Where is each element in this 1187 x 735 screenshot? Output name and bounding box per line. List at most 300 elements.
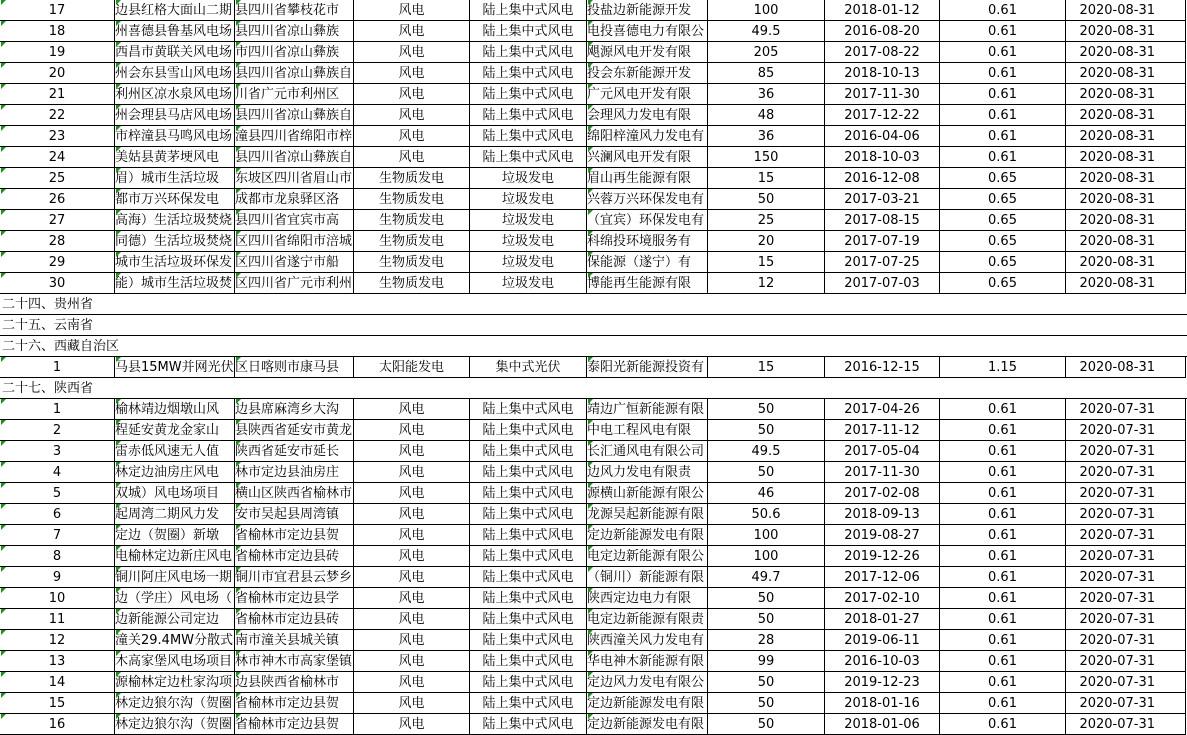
project-location-cell[interactable]	[235, 651, 354, 672]
tariff-price-cell[interactable]	[940, 210, 1066, 231]
capacity-mw-cell[interactable]	[708, 0, 825, 21]
company-name-cell[interactable]	[587, 42, 708, 63]
tariff-price-cell[interactable]	[940, 588, 1066, 609]
company-name-cell[interactable]	[587, 651, 708, 672]
generation-subtype-cell[interactable]	[470, 21, 587, 42]
grid-date-cell[interactable]	[825, 21, 940, 42]
project-name-cell[interactable]	[115, 693, 235, 714]
grid-date-cell[interactable]	[825, 462, 940, 483]
company-name-cell[interactable]	[587, 210, 708, 231]
project-location-cell[interactable]	[235, 42, 354, 63]
project-name-cell[interactable]	[115, 504, 235, 525]
company-name-cell[interactable]	[587, 0, 708, 21]
serial-number-cell[interactable]	[0, 105, 115, 126]
project-location-cell[interactable]	[235, 441, 354, 462]
generation-subtype-cell[interactable]	[470, 567, 587, 588]
tariff-price-cell[interactable]	[940, 399, 1066, 420]
serial-number-cell[interactable]	[0, 273, 115, 294]
grid-date-cell[interactable]	[825, 693, 940, 714]
company-name-cell[interactable]	[587, 441, 708, 462]
generation-subtype-cell[interactable]	[470, 441, 587, 462]
company-name-cell[interactable]	[587, 231, 708, 252]
serial-number-cell[interactable]	[0, 483, 115, 504]
serial-number-cell[interactable]	[0, 714, 115, 735]
grid-date-cell[interactable]	[825, 441, 940, 462]
grid-date-cell[interactable]	[825, 546, 940, 567]
energy-type-cell[interactable]	[354, 63, 470, 84]
capacity-mw-cell[interactable]	[708, 126, 825, 147]
generation-subtype-cell[interactable]	[470, 714, 587, 735]
project-location-cell[interactable]	[235, 546, 354, 567]
expiry-date-cell[interactable]	[1066, 252, 1186, 273]
project-name-cell[interactable]	[115, 21, 235, 42]
project-location-cell[interactable]	[235, 189, 354, 210]
energy-type-cell[interactable]	[354, 462, 470, 483]
tariff-price-cell[interactable]	[940, 630, 1066, 651]
capacity-mw-cell[interactable]	[708, 441, 825, 462]
energy-type-cell[interactable]	[354, 546, 470, 567]
serial-number-cell[interactable]	[0, 399, 115, 420]
expiry-date-cell[interactable]	[1066, 42, 1186, 63]
expiry-date-cell[interactable]	[1066, 147, 1186, 168]
capacity-mw-cell[interactable]	[708, 420, 825, 441]
tariff-price-cell[interactable]	[940, 21, 1066, 42]
project-name-cell[interactable]	[115, 147, 235, 168]
company-name-cell[interactable]	[587, 483, 708, 504]
energy-type-cell[interactable]	[354, 714, 470, 735]
serial-number-cell[interactable]	[0, 441, 115, 462]
project-name-cell[interactable]	[115, 63, 235, 84]
generation-subtype-cell[interactable]	[470, 84, 587, 105]
serial-number-cell[interactable]	[0, 231, 115, 252]
company-name-cell[interactable]	[587, 672, 708, 693]
energy-type-cell[interactable]	[354, 126, 470, 147]
tariff-price-cell[interactable]	[940, 168, 1066, 189]
energy-type-cell[interactable]	[354, 231, 470, 252]
serial-number-cell[interactable]	[0, 189, 115, 210]
project-name-cell[interactable]	[115, 399, 235, 420]
capacity-mw-cell[interactable]	[708, 588, 825, 609]
serial-number-cell[interactable]	[0, 63, 115, 84]
tariff-price-cell[interactable]	[940, 357, 1066, 378]
tariff-price-cell[interactable]	[940, 147, 1066, 168]
project-location-cell[interactable]	[235, 504, 354, 525]
capacity-mw-cell[interactable]	[708, 567, 825, 588]
energy-type-cell[interactable]	[354, 483, 470, 504]
company-name-cell[interactable]	[587, 105, 708, 126]
energy-type-cell[interactable]	[354, 693, 470, 714]
tariff-price-cell[interactable]	[940, 63, 1066, 84]
serial-number-cell[interactable]	[0, 84, 115, 105]
project-name-cell[interactable]	[115, 42, 235, 63]
serial-number-cell[interactable]	[0, 672, 115, 693]
serial-number-cell[interactable]	[0, 126, 115, 147]
project-name-cell[interactable]	[115, 357, 235, 378]
grid-date-cell[interactable]	[825, 147, 940, 168]
company-name-cell[interactable]	[587, 357, 708, 378]
capacity-mw-cell[interactable]	[708, 714, 825, 735]
capacity-mw-cell[interactable]	[708, 546, 825, 567]
grid-date-cell[interactable]	[825, 567, 940, 588]
grid-date-cell[interactable]	[825, 672, 940, 693]
capacity-mw-cell[interactable]	[708, 462, 825, 483]
expiry-date-cell[interactable]	[1066, 672, 1186, 693]
grid-date-cell[interactable]	[825, 420, 940, 441]
expiry-date-cell[interactable]	[1066, 189, 1186, 210]
generation-subtype-cell[interactable]	[470, 168, 587, 189]
expiry-date-cell[interactable]	[1066, 273, 1186, 294]
project-location-cell[interactable]	[235, 105, 354, 126]
energy-type-cell[interactable]	[354, 609, 470, 630]
grid-date-cell[interactable]	[825, 42, 940, 63]
serial-number-cell[interactable]	[0, 651, 115, 672]
project-location-cell[interactable]	[235, 672, 354, 693]
tariff-price-cell[interactable]	[940, 567, 1066, 588]
company-name-cell[interactable]	[587, 630, 708, 651]
project-name-cell[interactable]	[115, 441, 235, 462]
energy-type-cell[interactable]	[354, 168, 470, 189]
grid-date-cell[interactable]	[825, 168, 940, 189]
energy-type-cell[interactable]	[354, 273, 470, 294]
grid-date-cell[interactable]	[825, 105, 940, 126]
tariff-price-cell[interactable]	[940, 714, 1066, 735]
company-name-cell[interactable]	[587, 189, 708, 210]
generation-subtype-cell[interactable]	[470, 420, 587, 441]
serial-number-cell[interactable]	[0, 630, 115, 651]
serial-number-cell[interactable]	[0, 0, 115, 21]
grid-date-cell[interactable]	[825, 0, 940, 21]
expiry-date-cell[interactable]	[1066, 630, 1186, 651]
expiry-date-cell[interactable]	[1066, 84, 1186, 105]
expiry-date-cell[interactable]	[1066, 399, 1186, 420]
project-name-cell[interactable]	[115, 546, 235, 567]
project-location-cell[interactable]	[235, 630, 354, 651]
project-location-cell[interactable]	[235, 714, 354, 735]
capacity-mw-cell[interactable]	[708, 63, 825, 84]
serial-number-cell[interactable]	[0, 567, 115, 588]
energy-type-cell[interactable]	[354, 189, 470, 210]
grid-date-cell[interactable]	[825, 273, 940, 294]
expiry-date-cell[interactable]	[1066, 126, 1186, 147]
project-name-cell[interactable]	[115, 84, 235, 105]
project-location-cell[interactable]	[235, 231, 354, 252]
capacity-mw-cell[interactable]	[708, 672, 825, 693]
energy-type-cell[interactable]	[354, 588, 470, 609]
serial-number-cell[interactable]	[0, 357, 115, 378]
serial-number-cell[interactable]	[0, 693, 115, 714]
tariff-price-cell[interactable]	[940, 126, 1066, 147]
generation-subtype-cell[interactable]	[470, 630, 587, 651]
project-name-cell[interactable]	[115, 630, 235, 651]
tariff-price-cell[interactable]	[940, 525, 1066, 546]
tariff-price-cell[interactable]	[940, 462, 1066, 483]
energy-type-cell[interactable]	[354, 651, 470, 672]
tariff-price-cell[interactable]	[940, 252, 1066, 273]
serial-number-cell[interactable]	[0, 252, 115, 273]
grid-date-cell[interactable]	[825, 630, 940, 651]
tariff-price-cell[interactable]	[940, 84, 1066, 105]
company-name-cell[interactable]	[587, 252, 708, 273]
generation-subtype-cell[interactable]	[470, 0, 587, 21]
tariff-price-cell[interactable]	[940, 672, 1066, 693]
expiry-date-cell[interactable]	[1066, 651, 1186, 672]
serial-number-cell[interactable]	[0, 168, 115, 189]
project-name-cell[interactable]	[115, 483, 235, 504]
company-name-cell[interactable]	[587, 693, 708, 714]
energy-type-cell[interactable]	[354, 252, 470, 273]
capacity-mw-cell[interactable]	[708, 609, 825, 630]
generation-subtype-cell[interactable]	[470, 147, 587, 168]
tariff-price-cell[interactable]	[940, 483, 1066, 504]
capacity-mw-cell[interactable]	[708, 273, 825, 294]
project-name-cell[interactable]	[115, 252, 235, 273]
energy-type-cell[interactable]	[354, 567, 470, 588]
tariff-price-cell[interactable]	[940, 0, 1066, 21]
grid-date-cell[interactable]	[825, 609, 940, 630]
project-name-cell[interactable]	[115, 168, 235, 189]
capacity-mw-cell[interactable]	[708, 483, 825, 504]
energy-type-cell[interactable]	[354, 630, 470, 651]
capacity-mw-cell[interactable]	[708, 21, 825, 42]
project-name-cell[interactable]	[115, 105, 235, 126]
capacity-mw-cell[interactable]	[708, 84, 825, 105]
serial-number-cell[interactable]	[0, 546, 115, 567]
expiry-date-cell[interactable]	[1066, 357, 1186, 378]
project-location-cell[interactable]	[235, 357, 354, 378]
company-name-cell[interactable]	[587, 273, 708, 294]
tariff-price-cell[interactable]	[940, 609, 1066, 630]
energy-type-cell[interactable]	[354, 420, 470, 441]
tariff-price-cell[interactable]	[940, 105, 1066, 126]
expiry-date-cell[interactable]	[1066, 588, 1186, 609]
company-name-cell[interactable]	[587, 609, 708, 630]
grid-date-cell[interactable]	[825, 651, 940, 672]
project-location-cell[interactable]	[235, 84, 354, 105]
expiry-date-cell[interactable]	[1066, 525, 1186, 546]
expiry-date-cell[interactable]	[1066, 714, 1186, 735]
serial-number-cell[interactable]	[0, 147, 115, 168]
project-location-cell[interactable]	[235, 210, 354, 231]
capacity-mw-cell[interactable]	[708, 399, 825, 420]
project-location-cell[interactable]	[235, 609, 354, 630]
energy-type-cell[interactable]	[354, 210, 470, 231]
serial-number-cell[interactable]	[0, 420, 115, 441]
company-name-cell[interactable]	[587, 126, 708, 147]
generation-subtype-cell[interactable]	[470, 399, 587, 420]
company-name-cell[interactable]	[587, 147, 708, 168]
tariff-price-cell[interactable]	[940, 441, 1066, 462]
generation-subtype-cell[interactable]	[470, 105, 587, 126]
project-name-cell[interactable]	[115, 189, 235, 210]
project-location-cell[interactable]	[235, 693, 354, 714]
company-name-cell[interactable]	[587, 504, 708, 525]
project-name-cell[interactable]	[115, 567, 235, 588]
grid-date-cell[interactable]	[825, 357, 940, 378]
capacity-mw-cell[interactable]	[708, 189, 825, 210]
capacity-mw-cell[interactable]	[708, 357, 825, 378]
capacity-mw-cell[interactable]	[708, 168, 825, 189]
company-name-cell[interactable]	[587, 525, 708, 546]
capacity-mw-cell[interactable]	[708, 210, 825, 231]
company-name-cell[interactable]	[587, 546, 708, 567]
project-name-cell[interactable]	[115, 126, 235, 147]
expiry-date-cell[interactable]	[1066, 0, 1186, 21]
company-name-cell[interactable]	[587, 399, 708, 420]
generation-subtype-cell[interactable]	[470, 42, 587, 63]
serial-number-cell[interactable]	[0, 504, 115, 525]
energy-type-cell[interactable]	[354, 42, 470, 63]
expiry-date-cell[interactable]	[1066, 483, 1186, 504]
tariff-price-cell[interactable]	[940, 231, 1066, 252]
company-name-cell[interactable]	[587, 462, 708, 483]
expiry-date-cell[interactable]	[1066, 504, 1186, 525]
capacity-mw-cell[interactable]	[708, 693, 825, 714]
company-name-cell[interactable]	[587, 63, 708, 84]
capacity-mw-cell[interactable]	[708, 231, 825, 252]
generation-subtype-cell[interactable]	[470, 462, 587, 483]
generation-subtype-cell[interactable]	[470, 525, 587, 546]
expiry-date-cell[interactable]	[1066, 21, 1186, 42]
expiry-date-cell[interactable]	[1066, 567, 1186, 588]
company-name-cell[interactable]	[587, 21, 708, 42]
generation-subtype-cell[interactable]	[470, 483, 587, 504]
energy-type-cell[interactable]	[354, 84, 470, 105]
project-name-cell[interactable]	[115, 273, 235, 294]
project-name-cell[interactable]	[115, 231, 235, 252]
generation-subtype-cell[interactable]	[470, 252, 587, 273]
capacity-mw-cell[interactable]	[708, 504, 825, 525]
project-name-cell[interactable]	[115, 672, 235, 693]
company-name-cell[interactable]	[587, 420, 708, 441]
project-location-cell[interactable]	[235, 399, 354, 420]
company-name-cell[interactable]	[587, 588, 708, 609]
capacity-mw-cell[interactable]	[708, 147, 825, 168]
serial-number-cell[interactable]	[0, 21, 115, 42]
capacity-mw-cell[interactable]	[708, 105, 825, 126]
grid-date-cell[interactable]	[825, 525, 940, 546]
tariff-price-cell[interactable]	[940, 42, 1066, 63]
project-name-cell[interactable]	[115, 210, 235, 231]
company-name-cell[interactable]	[587, 567, 708, 588]
expiry-date-cell[interactable]	[1066, 441, 1186, 462]
generation-subtype-cell[interactable]	[470, 273, 587, 294]
project-name-cell[interactable]	[115, 420, 235, 441]
grid-date-cell[interactable]	[825, 189, 940, 210]
generation-subtype-cell[interactable]	[470, 588, 587, 609]
grid-date-cell[interactable]	[825, 63, 940, 84]
expiry-date-cell[interactable]	[1066, 546, 1186, 567]
generation-subtype-cell[interactable]	[470, 357, 587, 378]
project-location-cell[interactable]	[235, 252, 354, 273]
serial-number-cell[interactable]	[0, 462, 115, 483]
grid-date-cell[interactable]	[825, 252, 940, 273]
tariff-price-cell[interactable]	[940, 189, 1066, 210]
generation-subtype-cell[interactable]	[470, 693, 587, 714]
energy-type-cell[interactable]	[354, 504, 470, 525]
project-location-cell[interactable]	[235, 462, 354, 483]
project-location-cell[interactable]	[235, 126, 354, 147]
generation-subtype-cell[interactable]	[470, 609, 587, 630]
generation-subtype-cell[interactable]	[470, 546, 587, 567]
project-location-cell[interactable]	[235, 0, 354, 21]
serial-number-cell[interactable]	[0, 609, 115, 630]
project-name-cell[interactable]	[115, 588, 235, 609]
generation-subtype-cell[interactable]	[470, 189, 587, 210]
grid-date-cell[interactable]	[825, 231, 940, 252]
project-name-cell[interactable]	[115, 0, 235, 21]
energy-type-cell[interactable]	[354, 147, 470, 168]
expiry-date-cell[interactable]	[1066, 420, 1186, 441]
grid-date-cell[interactable]	[825, 483, 940, 504]
energy-type-cell[interactable]	[354, 672, 470, 693]
project-location-cell[interactable]	[235, 63, 354, 84]
grid-date-cell[interactable]	[825, 504, 940, 525]
project-location-cell[interactable]	[235, 21, 354, 42]
expiry-date-cell[interactable]	[1066, 609, 1186, 630]
tariff-price-cell[interactable]	[940, 420, 1066, 441]
project-location-cell[interactable]	[235, 588, 354, 609]
tariff-price-cell[interactable]	[940, 546, 1066, 567]
tariff-price-cell[interactable]	[940, 273, 1066, 294]
expiry-date-cell[interactable]	[1066, 231, 1186, 252]
project-location-cell[interactable]	[235, 567, 354, 588]
energy-type-cell[interactable]	[354, 357, 470, 378]
energy-type-cell[interactable]	[354, 441, 470, 462]
project-location-cell[interactable]	[235, 273, 354, 294]
grid-date-cell[interactable]	[825, 588, 940, 609]
generation-subtype-cell[interactable]	[470, 63, 587, 84]
expiry-date-cell[interactable]	[1066, 105, 1186, 126]
serial-number-cell[interactable]	[0, 525, 115, 546]
capacity-mw-cell[interactable]	[708, 651, 825, 672]
generation-subtype-cell[interactable]	[470, 231, 587, 252]
generation-subtype-cell[interactable]	[470, 210, 587, 231]
expiry-date-cell[interactable]	[1066, 63, 1186, 84]
project-name-cell[interactable]	[115, 714, 235, 735]
expiry-date-cell[interactable]	[1066, 693, 1186, 714]
company-name-cell[interactable]	[587, 168, 708, 189]
generation-subtype-cell[interactable]	[470, 504, 587, 525]
tariff-price-cell[interactable]	[940, 651, 1066, 672]
tariff-price-cell[interactable]	[940, 693, 1066, 714]
project-location-cell[interactable]	[235, 420, 354, 441]
energy-type-cell[interactable]	[354, 105, 470, 126]
expiry-date-cell[interactable]	[1066, 168, 1186, 189]
grid-date-cell[interactable]	[825, 210, 940, 231]
capacity-mw-cell[interactable]	[708, 630, 825, 651]
company-name-cell[interactable]	[587, 84, 708, 105]
tariff-price-cell[interactable]	[940, 504, 1066, 525]
serial-number-cell[interactable]	[0, 588, 115, 609]
project-location-cell[interactable]	[235, 483, 354, 504]
energy-type-cell[interactable]	[354, 525, 470, 546]
project-location-cell[interactable]	[235, 168, 354, 189]
grid-date-cell[interactable]	[825, 399, 940, 420]
energy-type-cell[interactable]	[354, 0, 470, 21]
capacity-mw-cell[interactable]	[708, 42, 825, 63]
capacity-mw-cell[interactable]	[708, 252, 825, 273]
company-name-cell[interactable]	[587, 714, 708, 735]
project-name-cell[interactable]	[115, 462, 235, 483]
generation-subtype-cell[interactable]	[470, 651, 587, 672]
project-name-cell[interactable]	[115, 525, 235, 546]
expiry-date-cell[interactable]	[1066, 210, 1186, 231]
grid-date-cell[interactable]	[825, 84, 940, 105]
grid-date-cell[interactable]	[825, 714, 940, 735]
project-name-cell[interactable]	[115, 609, 235, 630]
energy-type-cell[interactable]	[354, 21, 470, 42]
project-location-cell[interactable]	[235, 147, 354, 168]
